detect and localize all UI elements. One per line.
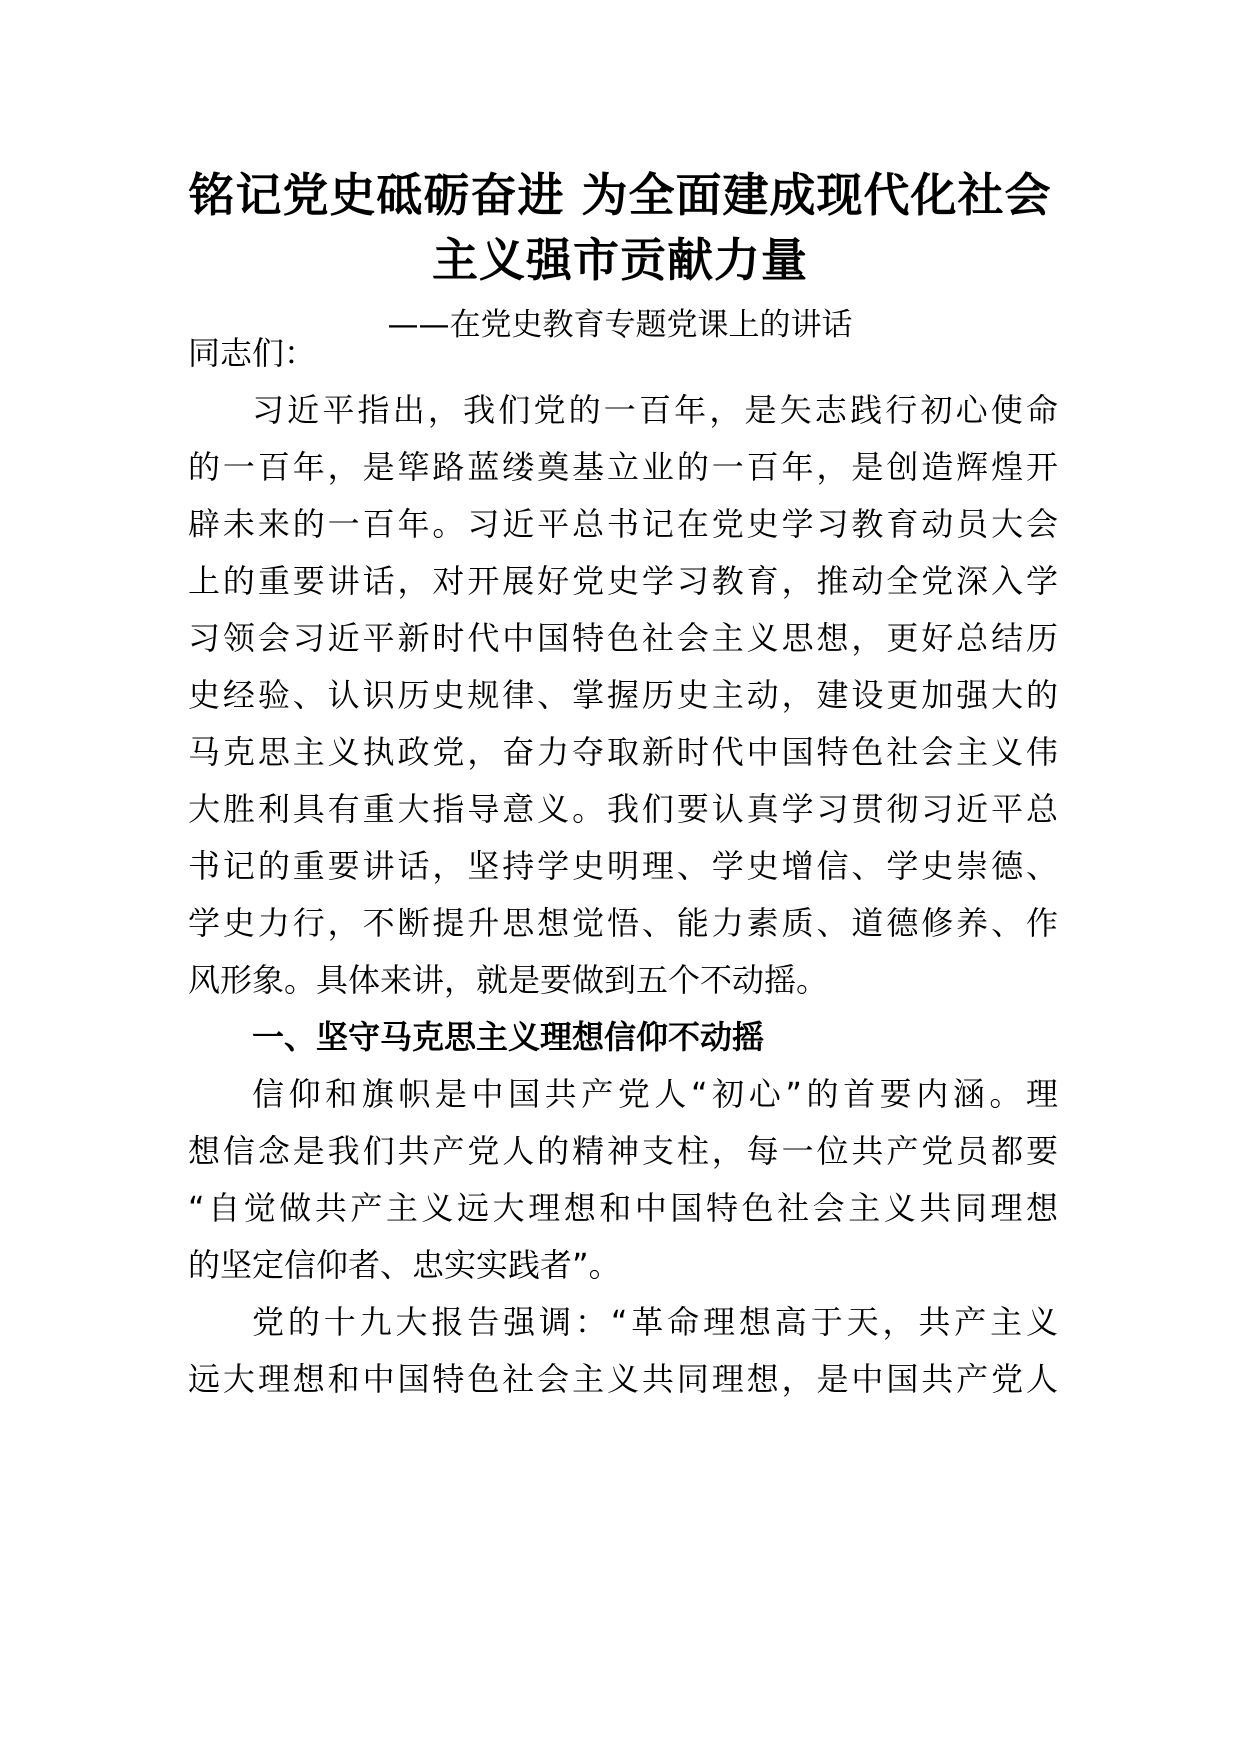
paragraph-line: 马克思主义执政党，奋力夺取新时代中国特色社会主义伟	[188, 733, 1058, 771]
paragraph-line: 习近平指出，我们党的一百年，是矢志践行初心使命	[252, 391, 1058, 429]
paragraph-line: 辟未来的一百年。习近平总书记在党史学习教育动员大会	[188, 505, 1058, 543]
paragraph-line: “自觉做共产主义远大理想和中国特色社会主义共同理想	[188, 1189, 1058, 1227]
paragraph-line: 的坚定信仰者、忠实实践者”。	[188, 1246, 621, 1284]
document-title-line-2: 主义强市贡献力量	[432, 233, 808, 287]
paragraph-line: 想信念是我们共产党人的精神支柱，每一位共产党员都要	[188, 1132, 1058, 1170]
paragraph-line: 信仰和旗帜是中国共产党人“初心”的首要内涵。理	[252, 1075, 1058, 1113]
paragraph-line: 大胜利具有重大指导意义。我们要认真学习贯彻习近平总	[188, 790, 1058, 828]
document-title-line-1: 铭记党史砥砺奋进 为全面建成现代化社会	[188, 168, 1052, 222]
paragraph-line: 学史力行，不断提升思想觉悟、能力素质、道德修养、作	[188, 904, 1058, 942]
section-heading: 一、坚守马克思主义理想信仰不动摇	[252, 1018, 765, 1056]
salutation: 同志们：	[188, 334, 317, 372]
paragraph-line: 的一百年，是筚路蓝缕奠基立业的一百年，是创造辉煌开	[188, 448, 1058, 486]
document-subtitle: ——在党史教育专题党课上的讲话	[387, 307, 853, 343]
paragraph-line: 远大理想和中国特色社会主义共同理想，是中国共产党人	[188, 1360, 1058, 1398]
paragraph-line: 史经验、认识历史规律、掌握历史主动，建设更加强大的	[188, 676, 1058, 714]
paragraph-line: 上的重要讲话，对开展好党史学习教育，推动全党深入学	[188, 562, 1058, 600]
paragraph-line: 党的十九大报告强调：“革命理想高于天，共产主义	[252, 1303, 1058, 1341]
paragraph-line: 风形象。具体来讲，就是要做到五个不动摇。	[188, 961, 829, 999]
paragraph-line: 书记的重要讲话，坚持学史明理、学史增信、学史崇德、	[188, 847, 1058, 885]
paragraph-line: 习领会习近平新时代中国特色社会主义思想，更好总结历	[188, 619, 1058, 657]
